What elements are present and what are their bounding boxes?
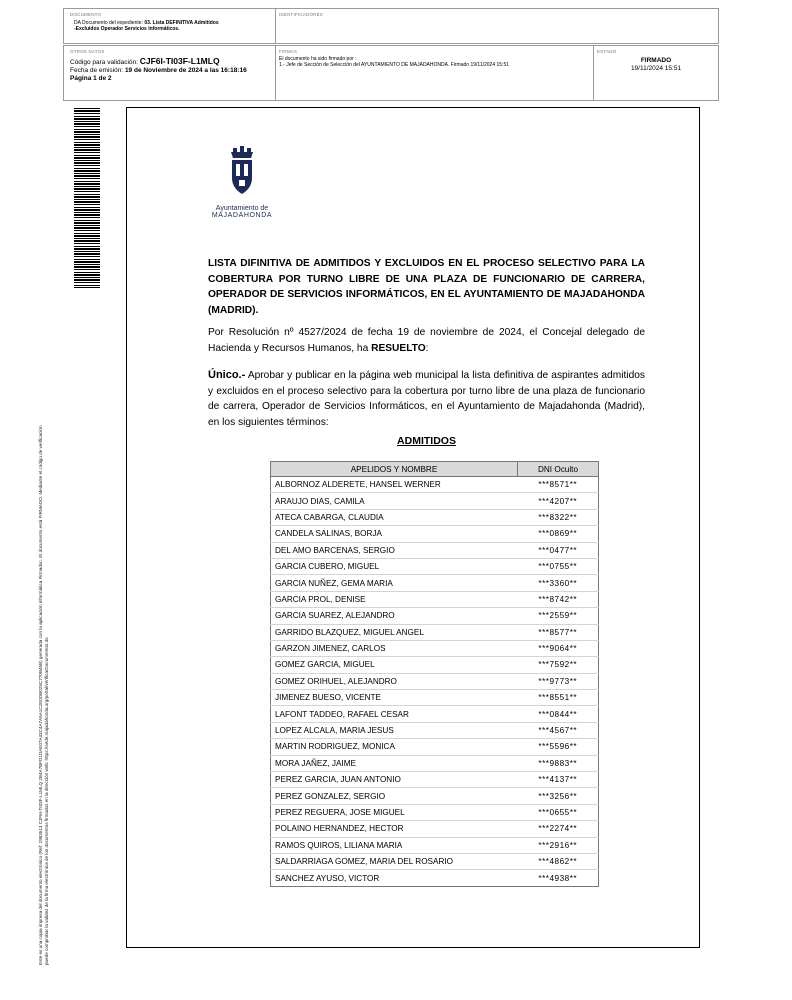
side-text-line1: Este es una copia impresa del documento electrónico (Ref: 2983513 CJF6I-TI03F-L1MLQ 2B4A7BFD1DAE07A43C4A7A5A1C2E0DB025C770B46B) generada con la aplicación informática Firmadoc. El documento está FIRMADO. Mediante el código de verificación [38,425,43,965]
applicant-name: GARCIA CUBERO, MIGUEL [271,558,518,574]
applicant-name: POLAINO HERNANDEZ, HECTOR [271,821,518,837]
applicant-dni: ***4137** [518,772,599,788]
table-header-row [271,462,599,477]
table-row [271,821,599,837]
applicant-name: ALBORNOZ ALDERETE, HANSEL WERNER [271,477,518,493]
applicant-dni: ***8322** [518,509,599,525]
applicant-dni: ***2916** [518,837,599,853]
applicant-name: JIMENEZ BUESO, VICENTE [271,690,518,706]
firmas-cell [279,49,589,68]
document-title: LISTA DIFINITIVA DE ADMITIDOS Y EXCLUIDOS EN EL PROCESO SELECTIVO PARA LA COBERTURA POR TURNO LIBRE DE UNA PLAZA DE FUNCIONARIO DE CARRERA, OPERADOR DE SERVICIOS INFORMÁTICOS, EN EL AYUNTAMIENTO DE MAJADAHONDA (MADRID). [208,258,645,316]
applicant-dni: ***9773** [518,673,599,689]
table-row [271,722,599,738]
applicant-name: GARCIA PROL, DENISE [271,591,518,607]
estado-date: 19/11/2024 15:51 [630,65,682,72]
column-header-name: APELIDOS Y NOMBRE [271,462,518,477]
documento-desc: DA Documento del expediente: 03. Lista DEFINITIVA Admitidos -Excluidos Operador Servicios Informáticos. [74,20,219,32]
estado-label: ESTADO [597,49,617,54]
applicant-dni: ***8742** [518,591,599,607]
table-row [271,755,599,771]
applicant-dni: ***9883** [518,755,599,771]
table-row [271,870,599,886]
unico-paragraph: Único.- Aprobar y publicar en la página web municipal la lista definitiva de aspirantes admitidos y excluidos en el proceso selectivo para la cobertura por turno libre de una plaza de funcionario de carrera, Operador de Servicios Informáticos, en el Ayuntamiento de Majadahonda (Madrid), en los siguientes términos: [208,369,645,428]
fecha-label: Fecha de emisión: [70,67,124,74]
header-bottom [63,45,719,101]
applicant-name: SALDARRIAGA GOMEZ, MARIA DEL ROSARIO [271,853,518,869]
logo-line1: Ayuntamiento de [215,205,269,212]
applicant-name: SANCHEZ AYUSO, VICTOR [271,870,518,886]
applicant-dni: ***7592** [518,657,599,673]
table-row [271,657,599,673]
table-row [271,706,599,722]
applicant-name: GARCIA NUÑEZ, GEMA MARIA [271,575,518,591]
applicant-name: ATECA CABARGA, CLAUDIA [271,509,518,525]
applicant-dni: ***4862** [518,853,599,869]
table-row [271,575,599,591]
applicant-name: GOMEZ ORIHUEL, ALEJANDRO [271,673,518,689]
admitidos-table [270,461,599,887]
otros-datos-label: OTROS DATOS [70,49,105,54]
side-text-line2: puede comprobar la validez de la firma electrónica de los documentos firmados en la dirección web: https://sede.majadahonda.org/portal/verificarDocumentos.do [44,637,49,965]
logo-line2: MAJADAHONDA [211,212,273,219]
table-row [271,542,599,558]
applicant-dni: ***2274** [518,821,599,837]
section-title-admitidos: ADMITIDOS [397,435,456,447]
table-row [271,788,599,804]
otros-datos-cell [70,49,270,83]
page-indicator: Página 1 de 2 [70,75,112,82]
table-row [271,558,599,574]
estado-value: FIRMADO [640,57,672,64]
applicant-dni: ***0844** [518,706,599,722]
codigo-value: CJF6I-TI03F-L1MLQ [139,56,220,66]
table-row [271,591,599,607]
applicant-dni: ***0477** [518,542,599,558]
applicant-name: MARTIN RODRIGUEZ, MONICA [271,739,518,755]
applicant-name: RAMOS QUIROS, LILIANA MARIA [271,837,518,853]
table-row [271,772,599,788]
applicant-dni: ***4938** [518,870,599,886]
table-row [271,739,599,755]
applicant-name: LAFONT TADDEO, RAFAEL CESAR [271,706,518,722]
fecha-value: 19 de Noviembre de 2024 a las 16:18:16 [124,67,247,74]
document-page [126,107,700,948]
applicant-dni: ***0655** [518,804,599,820]
applicant-dni: ***0869** [518,526,599,542]
firmas-line1: El documento ha sido firmado por : [279,56,357,62]
applicant-name: LOPEZ ALCALA, MARIA JESUS [271,722,518,738]
barcode [74,108,100,288]
table-row [271,640,599,656]
identificadores-label: IDENTIFICADORES [279,12,324,17]
municipal-logo [207,146,277,219]
applicant-dni: ***0755** [518,558,599,574]
applicant-name: MORA JAÑEZ, JAIME [271,755,518,771]
header-top [63,8,719,44]
table-row [271,624,599,640]
applicant-name: GARCIA SUAREZ, ALEJANDRO [271,608,518,624]
applicant-name: GARZON JIMENEZ, CARLOS [271,640,518,656]
table-row [271,853,599,869]
applicant-dni: ***4207** [518,493,599,509]
applicant-dni: ***9064** [518,640,599,656]
applicant-dni: ***5596** [518,739,599,755]
resolution-paragraph: Por Resolución nº 4527/2024 de fecha 19 de noviembre de 2024, el Concejal delegado de Hacienda y Recursos Humanos, ha RESUELTO: [208,327,645,354]
codigo-label: Código para validación: [70,59,138,66]
firmas-label: FIRMAS [279,49,298,54]
table-row [271,804,599,820]
documento-label: DOCUMENTO [70,12,102,17]
identificadores-cell [279,12,323,17]
table-row [271,509,599,525]
applicant-name: DEL AMO BARCENAS, SERGIO [271,542,518,558]
table-row [271,608,599,624]
coat-of-arms-icon [222,146,262,198]
applicant-name: ARAUJO DIAS, CAMILA [271,493,518,509]
applicant-name: GARRIDO BLAZQUEZ, MIGUEL ANGEL [271,624,518,640]
verification-side-text [38,285,50,965]
column-header-dni: DNI Oculto [518,462,599,477]
applicant-dni: ***8577** [518,624,599,640]
applicant-dni: ***2559** [518,608,599,624]
estado-cell [597,49,715,73]
firmas-line2: 1.- Jefe de Sección de Selección del AYUNTAMIENTO DE MAJADAHONDA. Firmado 19/11/2024 15:51 [279,62,510,68]
table-row [271,673,599,689]
applicant-dni: ***3256** [518,788,599,804]
applicant-name: CANDELA SALINAS, BORJA [271,526,518,542]
table-row [271,690,599,706]
table-row [271,477,599,493]
applicant-name: PEREZ GONZALEZ, SERGIO [271,788,518,804]
applicant-name: GOMEZ GARCIA, MIGUEL [271,657,518,673]
applicant-name: PEREZ GARCIA, JUAN ANTONIO [271,772,518,788]
applicant-dni: ***3360** [518,575,599,591]
applicant-dni: ***4567** [518,722,599,738]
table-row [271,493,599,509]
documento-cell [70,12,270,32]
applicant-dni: ***8551** [518,690,599,706]
applicant-name: PEREZ REGUERA, JOSE MIGUEL [271,804,518,820]
applicant-dni: ***8571** [518,477,599,493]
table-row [271,837,599,853]
table-row [271,526,599,542]
